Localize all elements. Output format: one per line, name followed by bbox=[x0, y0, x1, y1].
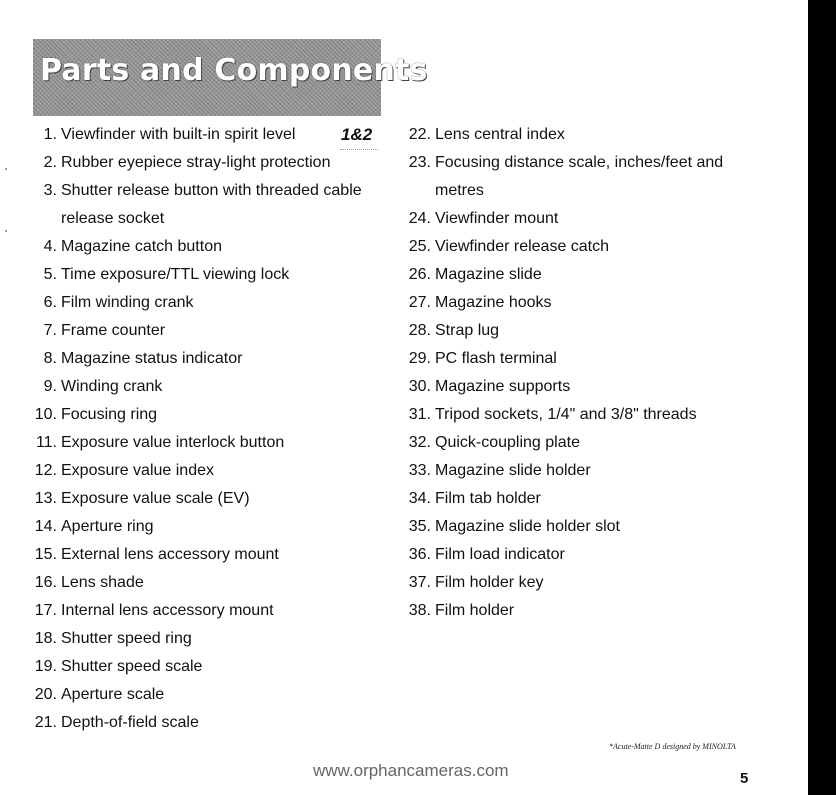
item-label: Film tab holder bbox=[435, 490, 541, 507]
item-label: Viewfinder release catch bbox=[435, 238, 610, 255]
item-label: Focusing distance scale, inches/feet and bbox=[435, 154, 724, 171]
list-item bbox=[30, 709, 370, 737]
page-reference-badge: 1&2 bbox=[341, 125, 373, 144]
list-item bbox=[404, 289, 804, 317]
item-label: Aperture ring bbox=[61, 518, 154, 535]
item-label: Aperture scale bbox=[61, 686, 165, 703]
item-number: 32. bbox=[408, 434, 431, 451]
list-item bbox=[30, 401, 370, 429]
item-label: Film holder bbox=[435, 602, 515, 619]
item-label: Rubber eyepiece stray-light protection bbox=[61, 154, 331, 171]
item-number: 6. bbox=[43, 294, 57, 311]
item-label-continued: metres bbox=[435, 182, 484, 199]
source-url: www.orphancameras.com bbox=[313, 761, 509, 780]
item-label: Frame counter bbox=[61, 322, 166, 339]
item-label: Shutter speed ring bbox=[61, 630, 192, 647]
list-item bbox=[30, 625, 370, 653]
item-number: 17. bbox=[34, 602, 57, 619]
list-item bbox=[30, 653, 370, 681]
page-number: 5 bbox=[740, 770, 749, 787]
item-label: Exposure value scale (EV) bbox=[61, 490, 250, 507]
list-item bbox=[30, 121, 373, 149]
list-item bbox=[30, 681, 370, 709]
item-label-continued: release socket bbox=[61, 210, 165, 227]
page-edge-shadow bbox=[808, 0, 836, 795]
list-item bbox=[30, 597, 370, 625]
list-item bbox=[30, 569, 370, 597]
item-label: Exposure value interlock button bbox=[61, 434, 285, 451]
item-label: Exposure value index bbox=[61, 462, 214, 479]
item-label: Viewfinder with built-in spirit level bbox=[61, 126, 296, 143]
list-item bbox=[30, 457, 370, 485]
item-number: 2. bbox=[43, 154, 57, 171]
item-label: Time exposure/TTL viewing lock bbox=[61, 266, 290, 283]
item-label: Magazine slide holder bbox=[435, 462, 591, 479]
item-number: 5. bbox=[43, 266, 57, 283]
item-number: 35. bbox=[408, 518, 431, 535]
list-item bbox=[404, 597, 804, 625]
item-number: 3. bbox=[43, 182, 57, 199]
list-item bbox=[30, 513, 370, 541]
list-item bbox=[30, 373, 370, 401]
item-number: 30. bbox=[408, 378, 431, 395]
item-number: 15. bbox=[34, 546, 57, 563]
scan-speck bbox=[5, 168, 7, 170]
list-item bbox=[404, 261, 804, 289]
title-banner bbox=[33, 39, 428, 116]
list-item bbox=[30, 541, 370, 569]
item-label: Film load indicator bbox=[435, 546, 565, 563]
badge-underline bbox=[340, 149, 378, 150]
item-number: 33. bbox=[408, 462, 431, 479]
list-item bbox=[404, 121, 804, 149]
item-label: Film holder key bbox=[435, 574, 544, 591]
item-number: 25. bbox=[408, 238, 431, 255]
item-number: 18. bbox=[34, 630, 57, 647]
item-number: 36. bbox=[408, 546, 431, 563]
item-number: 23. bbox=[408, 154, 431, 171]
item-number: 10. bbox=[34, 406, 57, 423]
list-item bbox=[30, 233, 370, 261]
item-number: 8. bbox=[43, 350, 57, 367]
page-title: Parts and Components bbox=[40, 53, 428, 88]
item-number: 29. bbox=[408, 350, 431, 367]
item-number: 21. bbox=[34, 714, 57, 731]
item-number: 37. bbox=[408, 574, 431, 591]
item-number: 13. bbox=[34, 490, 57, 507]
item-label: Magazine slide bbox=[435, 266, 542, 283]
list-item bbox=[30, 345, 370, 373]
list-item bbox=[404, 345, 804, 373]
list-item bbox=[404, 541, 804, 569]
item-number: 24. bbox=[408, 210, 431, 227]
list-item bbox=[404, 205, 804, 233]
list-item bbox=[404, 569, 804, 597]
list-item bbox=[404, 233, 804, 261]
item-label: PC flash terminal bbox=[435, 350, 557, 367]
item-label: Film winding crank bbox=[61, 294, 194, 311]
item-label: Magazine slide holder slot bbox=[435, 518, 620, 535]
item-number: 38. bbox=[408, 602, 431, 619]
list-item bbox=[404, 485, 804, 513]
item-number: 34. bbox=[408, 490, 431, 507]
list-item bbox=[404, 513, 804, 541]
list-item bbox=[30, 149, 370, 177]
list-item bbox=[404, 457, 804, 485]
item-number: 9. bbox=[43, 378, 57, 395]
item-label: Lens central index bbox=[435, 126, 565, 143]
item-number: 1. bbox=[43, 126, 57, 143]
item-label: External lens accessory mount bbox=[61, 546, 279, 563]
list-item bbox=[30, 485, 370, 513]
item-number: 14. bbox=[34, 518, 57, 535]
list-item bbox=[30, 429, 370, 457]
item-label: Lens shade bbox=[61, 574, 144, 591]
item-number: 26. bbox=[408, 266, 431, 283]
item-label: Shutter release button with threaded cable bbox=[61, 182, 362, 199]
item-number: 27. bbox=[408, 294, 431, 311]
list-item bbox=[30, 289, 370, 317]
item-number: 19. bbox=[34, 658, 57, 675]
parts-list-left bbox=[30, 121, 373, 737]
item-number: 31. bbox=[408, 406, 431, 423]
item-label: Viewfinder mount bbox=[435, 210, 559, 227]
item-label: Magazine supports bbox=[435, 378, 571, 395]
item-label: Tripod sockets, 1/4" and 3/8" threads bbox=[435, 406, 697, 423]
item-number: 22. bbox=[408, 126, 431, 143]
item-number: 12. bbox=[34, 462, 57, 479]
item-label: Quick-coupling plate bbox=[435, 434, 580, 451]
item-label: Magazine hooks bbox=[435, 294, 552, 311]
item-label: Magazine status indicator bbox=[61, 350, 243, 367]
item-number: 11. bbox=[35, 434, 57, 451]
item-label: Shutter speed scale bbox=[61, 658, 203, 675]
item-label: Winding crank bbox=[61, 378, 163, 395]
item-number: 4. bbox=[43, 238, 57, 255]
item-label: Magazine catch button bbox=[61, 238, 222, 255]
item-label: Internal lens accessory mount bbox=[61, 602, 274, 619]
item-number: 28. bbox=[408, 322, 431, 339]
item-label: Strap lug bbox=[435, 322, 500, 339]
item-number: 20. bbox=[34, 686, 57, 703]
footnote: *Acute-Matte D designed by MINOLTA bbox=[609, 742, 736, 751]
item-number: 7. bbox=[43, 322, 57, 339]
item-label: Focusing ring bbox=[61, 406, 158, 423]
list-item bbox=[404, 149, 804, 205]
list-item bbox=[30, 177, 370, 233]
item-label: Depth-of-field scale bbox=[61, 714, 199, 731]
scan-speck bbox=[5, 230, 7, 232]
item-number: 16. bbox=[34, 574, 57, 591]
list-item bbox=[404, 429, 804, 457]
parts-list-right bbox=[404, 121, 804, 625]
list-item bbox=[30, 317, 370, 345]
list-item bbox=[404, 373, 804, 401]
list-item bbox=[30, 261, 370, 289]
list-item bbox=[404, 401, 804, 429]
list-item bbox=[404, 317, 804, 345]
